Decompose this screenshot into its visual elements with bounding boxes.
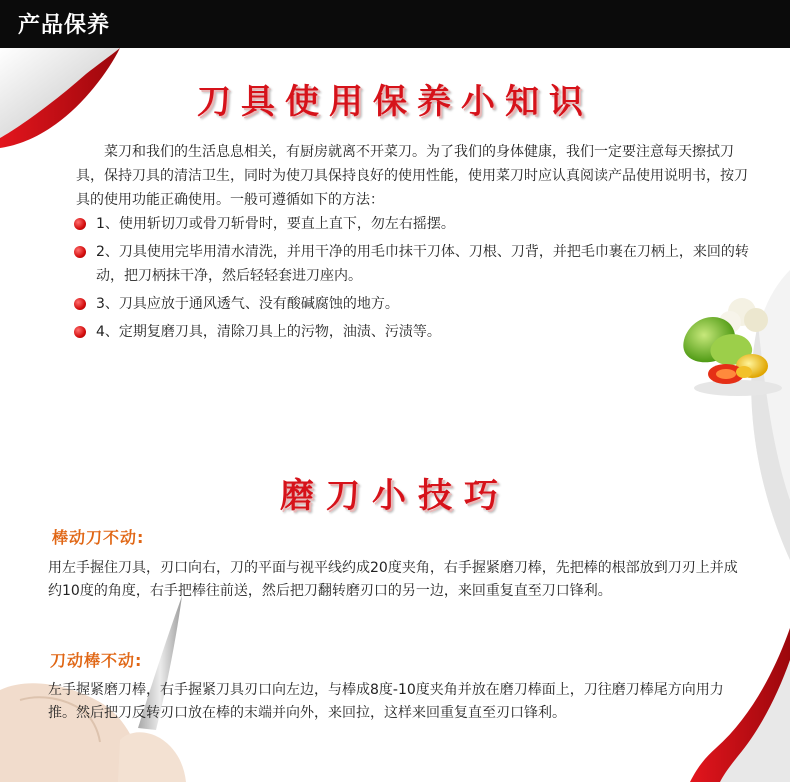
section-title-sharpening-tips: 磨刀小技巧 [280, 476, 510, 516]
section-title-knife-care: 刀具使用保养小知识 [197, 82, 593, 122]
list-item [72, 292, 762, 316]
bullet-icon [74, 298, 86, 310]
bullet-icon [74, 326, 86, 338]
header-title: 产品保养 [18, 13, 111, 38]
care-rules-list [72, 212, 762, 348]
tip-heading-rod-moves: 棒动刀不动: [52, 528, 145, 547]
rule-text: 1、使用斩切刀或骨刀斩骨时，要直上直下，勿左右摇摆。 [96, 216, 455, 232]
rule-text: 4、定期复磨刀具，清除刀具上的污物，油渍、污渍等。 [96, 324, 441, 340]
list-item [72, 240, 762, 288]
list-item [72, 212, 762, 236]
list-item [72, 320, 762, 344]
tip-text-rod-moves: 用左手握住刀具，刃口向右，刀的平面与视平线约成20度夹角，右手握紧磨刀棒，先把棒的根部放到刀刃上并成约10度的角度，右手把棒往前送，然后把刀翻转磨刃口的另一边，来回重复直至刀口锋利。 [48, 560, 738, 599]
header-bar [0, 0, 790, 48]
bullet-icon [74, 218, 86, 230]
tip-text-knife-moves: 左手握紧磨刀棒，右手握紧刀具刃口向左边，与棒成8度-10度夹角并放在磨刀棒面上，刀往磨刀棒尾方向用力推。然后把刀反转刃口放在棒的末端并向外，来回拉，这样来回重复直至刃口锋利。 [48, 682, 724, 721]
tip-heading-knife-moves: 刀动棒不动: [50, 651, 143, 670]
rule-text: 3、刀具应放于通风透气、没有酸碱腐蚀的地方。 [96, 296, 399, 312]
intro-paragraph: 菜刀和我们的生活息息相关，有厨房就离不开菜刀。为了我们的身体健康，我们一定要注意每天擦拭刀具，保持刀具的清洁卫生，同时为使刀具保持良好的使用性能，使用菜刀时应认真阅读产品使用说明书，按刀具的使用功能正确使用。一般可遵循如下的方法： [76, 144, 748, 208]
bullet-icon [74, 246, 86, 258]
rule-text: 2、刀具使用完毕用清水清洗，并用干净的用毛巾抹干刀体、刀根、刀背，并把毛巾裹在刀柄上，来回的转动，把刀柄抹干净，然后轻轻套进刀座内。 [96, 244, 749, 284]
